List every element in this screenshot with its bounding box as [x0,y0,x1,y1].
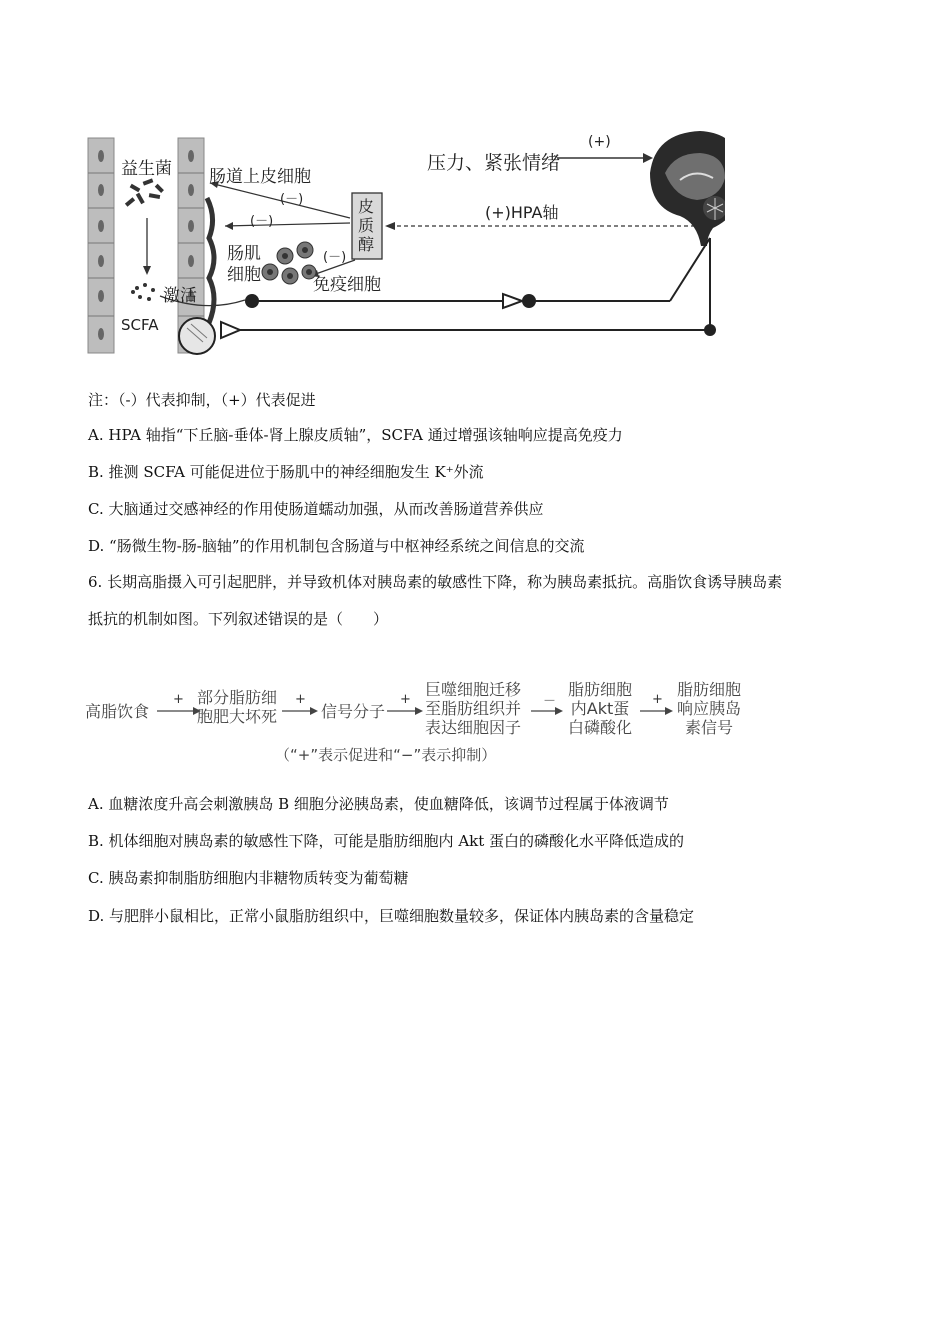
q6-option-a: A. 血糖浓度升高会刺激胰岛 B 细胞分泌胰岛素，使血糖降低，该调节过程属于体液调节 [88,795,669,813]
flow-sign-1: + [173,692,184,707]
scfa-dots-icon [131,283,155,301]
figure-note: 注：（-）代表抑制，（+）代表促进 [88,391,316,409]
flow-step-text: 响应胰岛 [677,699,742,718]
q6-option-b: B. 机体细胞对胰岛素的敏感性下降，可能是脂肪细胞内 Akt 蛋白的磷酸化水平降低造成的 [88,832,685,850]
activate-label: 激活 [163,286,197,306]
gut-brain-diagram [85,128,725,363]
flow-step-text: 巨噬细胞迁移 [425,680,522,699]
flow-step-text: 白磷酸化 [568,718,633,737]
gut-brain-figure [85,128,725,363]
flow-step-text: 部分脂肪细 [197,688,278,707]
flow-sign-2: + [295,692,306,707]
q6-option-d: D. 与肥胖小鼠相比，正常小鼠脂肪组织中，巨噬细胞数量较多，保证体内胰岛素的含量稳定 [88,907,695,925]
flow-step-text: 脂肪细胞 [677,680,742,699]
flow-step-diet: 高脂饮食 [85,702,150,721]
flow-sign-4: － [543,694,557,709]
inhibit-immune-sign: (－) [323,250,347,265]
probiotic-label: 益生菌 [121,159,172,179]
flow-step-text: 素信号 [685,718,734,737]
brain-icon [650,131,725,246]
q5-option-d: D. “肠微生物-肠-脑轴”的作用机制包含肠道与中枢神经系统之间信息的交流 [88,537,585,555]
flow-step-adipocyte-death [197,688,277,726]
q5-option-b: B. 推测 SCFA 可能促进位于肠肌中的神经细胞发生 K⁺外流 [88,463,484,481]
flow-legend: （“+”表示促进和“−”表示抑制） [275,746,497,764]
flow-step-text: 脂肪细胞 [568,680,633,699]
epithelium-left [88,138,114,353]
q6-stem-line2: 抵抗的机制如图。下列叙述错误的是（ ） [88,610,389,628]
flow-step-text: 内Akt蛋 [570,699,630,718]
scfa-label: SCFA [121,316,159,334]
inhibit-epithelium-sign: (－) [280,192,304,207]
synapse-node [245,294,259,308]
q6-stem-line1: 6. 长期高脂摄入可引起肥胖，并导致机体对胰岛素的敏感性下降，称为胰岛素抵抗。高脂饮食诱导胰岛素 [88,573,783,591]
flow-sign-3: + [400,692,411,707]
flow-step-akt [568,680,632,737]
hpa-label: (+)HPA轴 [485,203,559,222]
q6-option-c: C. 胰岛素抑制脂肪细胞内非糖物质转变为葡萄糖 [88,869,409,887]
inhibit-muscle-sign: (－) [250,214,274,229]
immune-cells-icon [262,242,316,284]
epithelium-label: 肠道上皮细胞 [209,167,311,187]
flow-step-text: 胞肥大坏死 [197,707,278,726]
q5-option-a: A. HPA 轴指“下丘脑-垂体-肾上腺皮质轴”，SCFA 通过增强该轴响应提高免疫力 [88,426,623,444]
flow-step-macrophage [425,680,521,737]
flow-step-insulin-response [677,680,741,737]
muscle-cell-circle [179,318,215,354]
stress-label: 压力、紧张情绪 [427,152,561,174]
flow-sign-5: + [652,692,663,707]
bacteria-icon [125,178,164,206]
stress-plus-sign: (+) [588,134,611,150]
insulin-resistance-flow [85,676,765,776]
q5-option-c: C. 大脑通过交感神经的作用使肠道蠕动加强，从而改善肠道营养供应 [88,500,544,518]
flow-step-signal: 信号分子 [321,702,386,721]
muscle-cell-label: 肠肌细胞 [227,244,261,285]
cortisol-label: 皮质醇 [358,197,375,254]
immune-cell-label: 免疫细胞 [313,275,381,295]
flow-step-text: 表达细胞因子 [425,718,522,737]
flow-step-text: 至脂肪组织并 [425,699,522,718]
synapse-node [704,324,716,336]
